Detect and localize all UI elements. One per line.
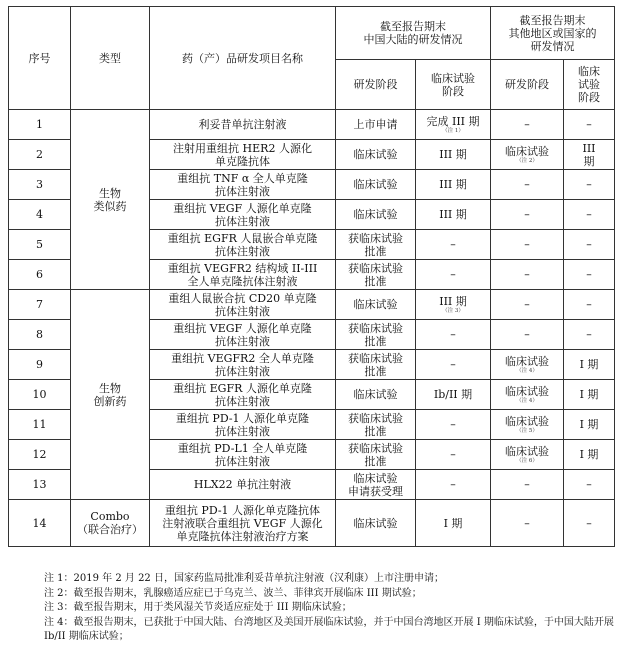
cn-stage: 获临床试验 批准 [336, 440, 416, 470]
cn-clinical-cell [416, 110, 491, 140]
table-row [9, 110, 615, 140]
footnote-2: 注 2：截至报告期末，乳腺癌适应症已于乌克兰、波兰、菲律宾开展临床 III 期试验； [44, 587, 422, 599]
cn-clinical-cell [416, 470, 491, 500]
other-stage-cell [491, 230, 564, 260]
other-clinical: – [564, 320, 615, 350]
cn-clinical-cell [416, 410, 491, 440]
header-cn-stage: 研发阶段 [336, 60, 416, 110]
cn-clinical-cell [416, 140, 491, 170]
cn-clinical-value: 完成 III 期 [426, 115, 480, 128]
row-no: 14 [9, 500, 71, 547]
header-other-stage: 研发阶段 [491, 60, 564, 110]
project-name: 重组人鼠嵌合抗 CD20 单克隆 抗体注射液 [150, 290, 336, 320]
other-stage-cell [491, 320, 564, 350]
project-name: 重组抗 TNF α 全人单克隆 抗体注射液 [150, 170, 336, 200]
other-stage-value: 临床试验 [505, 145, 549, 158]
footnote-3: 注 3：截至报告期末，用于类风湿关节炎适应症处于 III 期临床试验； [44, 602, 352, 614]
table-row [9, 290, 615, 320]
project-name: 重组抗 VEGFR2 全人单克隆 抗体注射液 [150, 350, 336, 380]
table-row [9, 500, 615, 547]
cn-clinical-value: III 期 [439, 148, 467, 161]
footnote-4: 注 4：截至报告期末，已获批于中国大陆、台湾地区及美国开展临床试验，并于中国台湾地区开展 I 期临床试验，于中国大陆开展 Ib/II 期临床试验； [44, 616, 614, 643]
cn-clinical-value: – [450, 328, 456, 341]
other-stage-value: – [524, 178, 530, 191]
other-stage-cell [491, 500, 564, 547]
project-name: 注射用重组抗 HER2 人源化 单克隆抗体 [150, 140, 336, 170]
cn-clinical-value: Ib/II 期 [433, 388, 473, 401]
other-stage-cell [491, 290, 564, 320]
other-note-ref: （注 4） [516, 368, 538, 374]
other-stage-cell [491, 200, 564, 230]
header-cn-clinical: 临床试验 阶段 [416, 60, 491, 110]
other-clinical: – [564, 290, 615, 320]
header-other-group: 截至报告期末 其他地区或国家的 研发情况 [491, 7, 615, 60]
project-name: 重组抗 EGFR 人源化单克隆 抗体注射液 [150, 380, 336, 410]
cn-stage: 获临床试验 批准 [336, 260, 416, 290]
project-name: 重组抗 EGFR 人鼠嵌合单克隆 抗体注射液 [150, 230, 336, 260]
cn-clinical-value: III 期 [439, 208, 467, 221]
other-note-ref: （注 5） [516, 428, 538, 434]
cn-clinical-value: III 期 [439, 295, 467, 308]
other-clinical: I 期 [564, 380, 615, 410]
cn-clinical-cell [416, 290, 491, 320]
other-clinical: – [564, 170, 615, 200]
other-stage-cell [491, 440, 564, 470]
cn-clinical-value: III 期 [439, 178, 467, 191]
other-stage-value: 临床试验 [505, 445, 549, 458]
row-no: 4 [9, 200, 71, 230]
footnotes [44, 572, 614, 645]
category-innovative: 生物 创新药 [71, 290, 150, 500]
cn-stage: 获临床试验 批准 [336, 320, 416, 350]
project-name: 重组抗 VEGF 人源化单克隆 抗体注射液 [150, 320, 336, 350]
other-stage-cell [491, 260, 564, 290]
footnote-1: 注 1：2019 年 2 月 22 日，国家药监局批准利妥昔单抗注射液（汉利康）上市注册申请； [44, 573, 444, 584]
row-no: 12 [9, 440, 71, 470]
row-no: 6 [9, 260, 71, 290]
cn-clinical-value: – [450, 358, 456, 371]
cn-clinical-value: – [450, 418, 456, 431]
other-clinical: – [564, 200, 615, 230]
cn-stage: 获临床试验 批准 [336, 350, 416, 380]
project-name: 重组抗 VEGF 人源化单克隆 抗体注射液 [150, 200, 336, 230]
other-stage-cell [491, 110, 564, 140]
other-stage-value: – [524, 208, 530, 221]
header-type: 类型 [71, 7, 150, 110]
other-note-ref: （注 4） [516, 398, 538, 404]
other-stage-value: – [524, 298, 530, 311]
cn-clinical-cell [416, 170, 491, 200]
other-clinical: I 期 [564, 440, 615, 470]
other-stage-value: – [524, 478, 530, 491]
other-clinical: III 期 [564, 140, 615, 170]
other-stage-value: 临床试验 [505, 385, 549, 398]
other-clinical: – [564, 260, 615, 290]
cn-clinical-cell [416, 260, 491, 290]
other-stage-cell [491, 350, 564, 380]
other-stage-cell [491, 140, 564, 170]
cn-stage: 临床试验 [336, 500, 416, 547]
category-biosimilar: 生物 类似药 [71, 110, 150, 290]
cn-clinical-cell [416, 230, 491, 260]
other-note-ref: （注 2） [516, 158, 538, 164]
other-clinical: – [564, 500, 615, 547]
row-no: 3 [9, 170, 71, 200]
row-no: 9 [9, 350, 71, 380]
other-clinical: I 期 [564, 410, 615, 440]
other-stage-cell [491, 380, 564, 410]
project-name: 重组抗 PD-1 人源化单克隆 抗体注射液 [150, 410, 336, 440]
other-clinical: – [564, 230, 615, 260]
cn-stage: 临床试验 [336, 170, 416, 200]
cn-clinical-value: – [450, 268, 456, 281]
cn-clinical-cell [416, 350, 491, 380]
project-name: 重组抗 PD-1 人源化单克隆抗体 注射液联合重组抗 VEGF 人源化 单克隆抗体注射液治疗方案 [150, 500, 336, 547]
rd-projects-table [8, 6, 615, 547]
row-no: 2 [9, 140, 71, 170]
other-clinical: – [564, 470, 615, 500]
cn-clinical-value: – [450, 448, 456, 461]
header-cn-group: 截至报告期末 中国大陆的研发情况 [336, 7, 491, 60]
cn-clinical-cell [416, 200, 491, 230]
cn-stage: 临床试验 [336, 290, 416, 320]
cn-stage: 临床试验 [336, 140, 416, 170]
row-no: 1 [9, 110, 71, 140]
other-stage-value: 临床试验 [505, 415, 549, 428]
cn-clinical-value: I 期 [443, 516, 463, 530]
cn-clinical-value: – [450, 238, 456, 251]
other-clinical: I 期 [564, 350, 615, 380]
row-no: 11 [9, 410, 71, 440]
cn-note-ref: （注 3） [442, 308, 464, 314]
header-row [9, 7, 615, 60]
cn-stage: 临床试验 申请获受理 [336, 470, 416, 500]
category-combo: Combo （联合治疗） [71, 500, 150, 547]
header-other-clinical: 临床 试验 阶段 [564, 60, 615, 110]
other-note-ref: （注 6） [516, 458, 538, 464]
other-stage-value: – [524, 328, 530, 341]
row-no: 10 [9, 380, 71, 410]
cn-stage: 获临床试验 批准 [336, 230, 416, 260]
other-stage-cell [491, 470, 564, 500]
other-stage-value: – [524, 268, 530, 281]
other-stage-cell [491, 170, 564, 200]
row-no: 7 [9, 290, 71, 320]
cn-stage: 获临床试验 批准 [336, 410, 416, 440]
other-stage-value: 临床试验 [505, 355, 549, 368]
cn-clinical-cell [416, 320, 491, 350]
project-name: 重组抗 PD-L1 全人单克隆 抗体注射液 [150, 440, 336, 470]
cn-stage: 上市申请 [336, 110, 416, 140]
cn-clinical-cell [416, 500, 491, 547]
cn-clinical-value: – [450, 478, 456, 491]
row-no: 5 [9, 230, 71, 260]
header-no: 序号 [9, 7, 71, 110]
cn-clinical-cell [416, 380, 491, 410]
cn-stage: 临床试验 [336, 380, 416, 410]
cn-note-ref: （注 1） [442, 128, 464, 134]
cn-clinical-cell [416, 440, 491, 470]
header-name: 药（产）品研发项目名称 [150, 7, 336, 110]
other-stage-value: – [524, 516, 530, 530]
cn-stage: 临床试验 [336, 200, 416, 230]
project-name: 利妥昔单抗注射液 [150, 110, 336, 140]
row-no: 8 [9, 320, 71, 350]
other-stage-cell [491, 410, 564, 440]
row-no: 13 [9, 470, 71, 500]
project-name: HLX22 单抗注射液 [150, 470, 336, 500]
other-stage-value: – [524, 118, 530, 131]
other-stage-value: – [524, 238, 530, 251]
other-clinical: – [564, 110, 615, 140]
project-name: 重组抗 VEGFR2 结构域 II-III 全人单克隆抗体注射液 [150, 260, 336, 290]
